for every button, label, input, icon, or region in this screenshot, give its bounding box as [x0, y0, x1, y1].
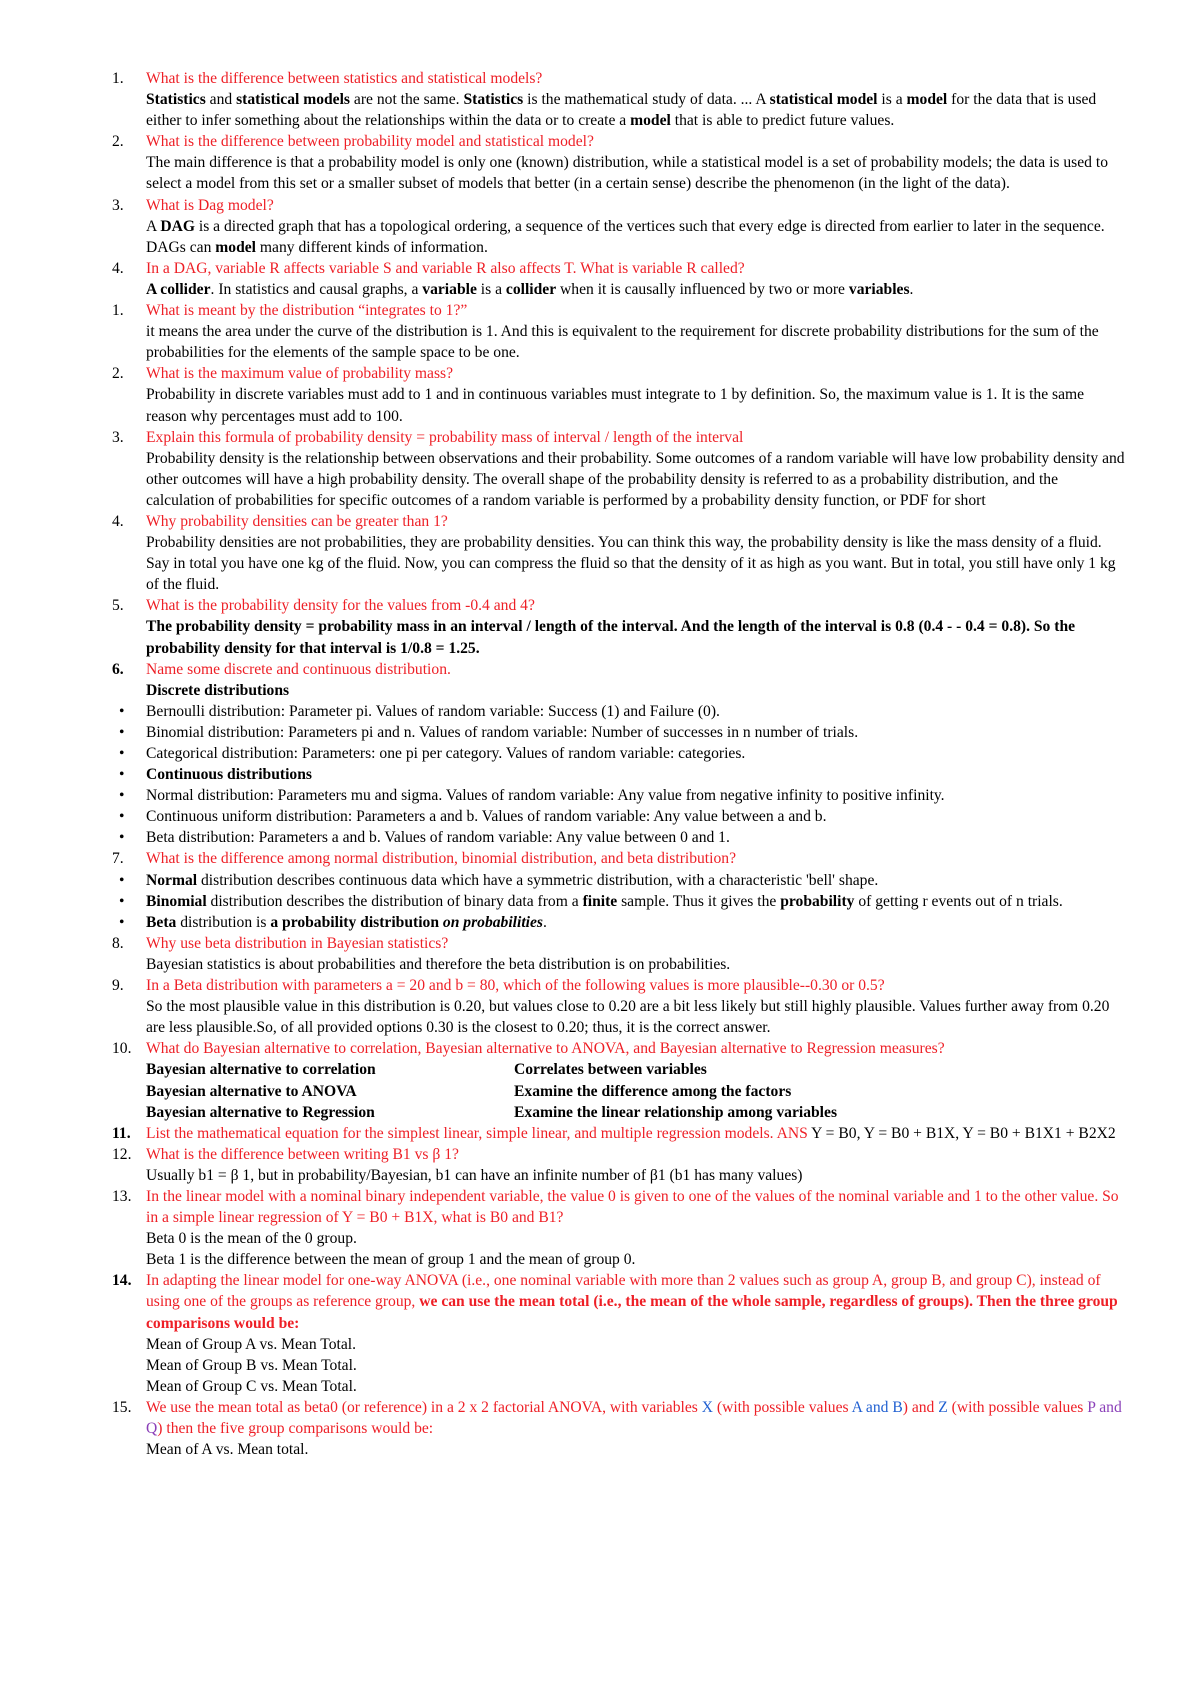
list-item — [0, 511, 1200, 595]
item-number: 10. — [112, 1040, 132, 1058]
list-item — [0, 300, 1200, 363]
item-number: 15. — [112, 1398, 132, 1416]
question-text: Why use beta distribution in Bayesian statistics? — [146, 934, 449, 952]
bullet-item: • Beta distribution: Parameters a and b. Values of random variable: Any value between 0 and 1. — [0, 827, 1200, 848]
item-number: 4. — [112, 512, 124, 530]
list-item — [0, 427, 1200, 511]
bullet-item: • Normal distribution: Parameters mu and sigma. Values of random variable: Any value from negative infinity to positive infinity. — [0, 785, 1200, 806]
question-text: In a Beta distribution with parameters a = 20 and b = 80, which of the following values is more plausible--0.30 or 0.5? — [146, 977, 885, 995]
answer-text: Probability densities are not probabilities, they are probability densities. You can think this way, the probability density is like the mass density of a fluid. Say in total you have one kg of the fluid. Now, you can compress the fluid so that the density of it as high as you want. But in total, you still have only 1 kg of the fluid. — [146, 534, 1116, 594]
answer-text: Usually b1 = β 1, but in probability/Bayesian, b1 can have an infinite number of β1 (b1 has many values) — [146, 1166, 803, 1184]
list-item — [0, 1123, 1200, 1144]
question-text: What is Dag model? — [146, 196, 274, 214]
list-item — [0, 195, 1200, 258]
bullet-item: • Continuous uniform distribution: Parameters a and b. Values of random variable: Any value between a and b. — [0, 806, 1200, 827]
bullet-icon: • — [119, 702, 125, 720]
question-text: What is meant by the distribution “integrates to 1?” — [146, 302, 468, 320]
bullet-icon: • — [119, 871, 125, 889]
item-number: 7. — [112, 850, 124, 868]
bullet-icon: • — [119, 829, 125, 847]
answer-text: Probability density is the relationship between observations and their probability. Some outcomes of a random variable will have low probability density and other outcomes will have a high probability density. The overall shape of the probability density is referred to as a probability distribution, and the calculation of probabilities for specific outcomes of a random variable is performed by a probability density function, or PDF for short — [146, 449, 1125, 509]
list-item — [0, 1186, 1200, 1270]
bullet-icon: • — [119, 892, 125, 910]
question-text: What is the difference between writing B1 vs β 1? — [146, 1145, 459, 1163]
answer-text: Mean of Group C vs. Mean Total. — [146, 1377, 357, 1395]
list-item — [0, 975, 1200, 1038]
question-text: What is the maximum value of probability mass? — [146, 365, 454, 383]
question-text: We use the mean total as beta0 (or reference) in a 2 x 2 factorial ANOVA, with variables X (with possible values A and B) and Z (with possible values P and Q) then the five group comparisons would be: — [146, 1398, 1122, 1437]
answer-text: The main difference is that a probability model is only one (known) distribution, while a statistical model is a set of probability models; the data is used to select a model from this set or a smaller subset of models that better (in a certain sense) describe the phenomenon (in the light of the data). — [146, 154, 1108, 193]
item-number: 3. — [112, 428, 124, 446]
table-cell: Bayesian alternative to ANOVA — [146, 1082, 357, 1100]
question-text: What do Bayesian alternative to correlation, Bayesian alternative to ANOVA, and Bayesian alternative to Regression measures? — [146, 1040, 945, 1058]
answer-text: The probability density = probability mass in an interval / length of the interval. And the length of the interval is 0.8 (0.4 - - 0.4 = 0.8). So the probability density for that interval is 1/0.8 = 1.25. — [146, 618, 1076, 657]
answer-text: Statistics and statistical models are not the same. Statistics is the mathematical study of data. ... A statistical model is a model for the data that is used either to infer something about the relationships within the data or to create a model that is able to predict future values. — [146, 91, 1097, 130]
question-text: List the mathematical equation for the simplest linear, simple linear, and multiple regression models. ANS Y = B0, Y = B0 + B1X, Y = B0 + B1X1 + B2X2 — [146, 1124, 1116, 1142]
list-item — [0, 595, 1200, 658]
list-item — [0, 933, 1200, 975]
item-number: 12. — [112, 1145, 132, 1163]
bullet-icon: • — [119, 745, 125, 762]
item-number: 6. — [112, 660, 124, 678]
item-number: 11. — [112, 1124, 131, 1142]
question-text: In the linear model with a nominal binary independent variable, the value 0 is given to one of the values of the nominal variable and 1 to the other value. So in a simple linear regression of Y = B0 + B1X, what is B0 and B1? — [146, 1187, 1119, 1227]
list-item — [0, 1038, 1200, 1122]
comparison-table — [146, 1059, 1128, 1122]
document-body — [0, 68, 1200, 1460]
question-text: What is the difference between probability model and statistical model? — [146, 133, 594, 151]
answer-text: it means the area under the curve of the distribution is 1. And this is equivalent to the requirement for discrete probability distributions for the sum of the probabilities for the elements of the sample space to be one. — [146, 323, 1099, 362]
question-text: What is the probability density for the values from -0.4 and 4? — [146, 597, 535, 615]
table-cell: Correlates between variables — [514, 1061, 707, 1079]
bullet-icon: • — [119, 808, 125, 826]
answer-text: Mean of Group B vs. Mean Total. — [146, 1356, 357, 1374]
bullet-icon: • — [119, 787, 125, 805]
answer-text: Bayesian statistics is about probabilities and therefore the beta distribution is on probabilities. — [146, 955, 731, 973]
item-number: 1. — [112, 70, 124, 87]
item-number: 3. — [112, 196, 124, 214]
item-number: 9. — [112, 977, 124, 995]
answer-text: Mean of A vs. Mean total. — [146, 1441, 309, 1459]
bullet-item: • Binomial distribution: Parameters pi and n. Values of random variable: Number of successes in n number of trials. — [0, 722, 1200, 743]
bullet-item: • Bernoulli distribution: Parameter pi. Values of random variable: Success (1) and Failure (0). — [0, 701, 1200, 722]
bullet-item: • Binomial distribution describes the distribution of binary data from a finite sample. Thus it gives the probability of getting r events out of n trials. — [0, 891, 1200, 912]
question-text: What is the difference among normal distribution, binomial distribution, and beta distribution? — [146, 850, 736, 868]
list-item — [0, 848, 1200, 869]
bullet-icon: • — [119, 766, 125, 784]
table-cell: Examine the difference among the factors — [514, 1082, 792, 1100]
question-text: Why probability densities can be greater than 1? — [146, 512, 448, 530]
list-item — [0, 1270, 1200, 1397]
question-text: What is the difference between statistics and statistical models? — [146, 70, 543, 87]
bullet-item: • Categorical distribution: Parameters: one pi per category. Values of random variable: categories. — [0, 743, 1200, 764]
list-item — [0, 659, 1200, 701]
bullet-icon: • — [119, 913, 125, 931]
question-text: In adapting the linear model for one-way ANOVA (i.e., one nominal variable with more than 2 values such as group A, group B, and group C), instead of using one of the groups as reference group, we can use the mean total (i.e., the mean of the whole sample, regardless of groups). Then the three group comparisons would be: — [146, 1272, 1118, 1332]
table-cell: Examine the linear relationship among variables — [514, 1103, 838, 1121]
bullet-item: • Continuous distributions — [0, 764, 1200, 785]
answer-text: Beta 0 is the mean of the 0 group. — [146, 1230, 357, 1248]
item-number: 2. — [112, 365, 124, 383]
item-number: 14. — [112, 1272, 132, 1290]
list-item — [0, 363, 1200, 426]
item-number: 2. — [112, 133, 124, 151]
bullet-item: • Beta distribution is a probability distribution on probabilities. — [0, 912, 1200, 933]
list-item — [0, 258, 1200, 300]
item-number: 8. — [112, 934, 124, 952]
list-item — [0, 1397, 1200, 1460]
bullet-item: • Normal distribution describes continuous data which have a symmetric distribution, with a characteristic 'bell' shape. — [0, 870, 1200, 891]
answer-text: A DAG is a directed graph that has a topological ordering, a sequence of the vertices such that every edge is directed from earlier to later in the sequence. DAGs can model many different kinds of information. — [146, 217, 1105, 256]
item-number: 1. — [112, 302, 124, 320]
section-heading: Discrete distributions — [146, 681, 290, 699]
answer-text: A collider. In statistics and causal graphs, a variable is a collider when it is causally influenced by two or more variables. — [146, 280, 914, 298]
item-number: 4. — [112, 259, 124, 277]
answer-text: Beta 1 is the difference between the mean of group 1 and the mean of group 0. — [146, 1251, 636, 1269]
answer-text: Probability in discrete variables must add to 1 and in continuous variables must integrate to 1 by definition. So, the maximum value is 1. It is the same reason why percentages must add to 100. — [146, 386, 1085, 425]
answer-text: So the most plausible value in this distribution is 0.20, but values close to 0.20 are a bit less likely but still highly plausible. Values further away from 0.20 are less plausible.So, of all provided options 0.30 is the closest to 0.20; thus, it is the correct answer. — [146, 998, 1110, 1037]
list-item — [0, 1144, 1200, 1186]
question-text: In a DAG, variable R affects variable S and variable R also affects T. What is variable R called? — [146, 259, 745, 277]
table-cell: Bayesian alternative to correlation — [146, 1061, 376, 1079]
item-number: 5. — [112, 597, 124, 615]
list-item — [0, 131, 1200, 194]
table-cell: Bayesian alternative to Regression — [146, 1103, 375, 1121]
item-number: 13. — [112, 1187, 132, 1205]
list-item — [0, 68, 1200, 131]
question-text: Explain this formula of probability density = probability mass of interval / length of the interval — [146, 428, 744, 446]
bullet-icon: • — [119, 723, 125, 741]
question-text: Name some discrete and continuous distribution. — [146, 660, 451, 678]
answer-text: Mean of Group A vs. Mean Total. — [146, 1335, 356, 1353]
